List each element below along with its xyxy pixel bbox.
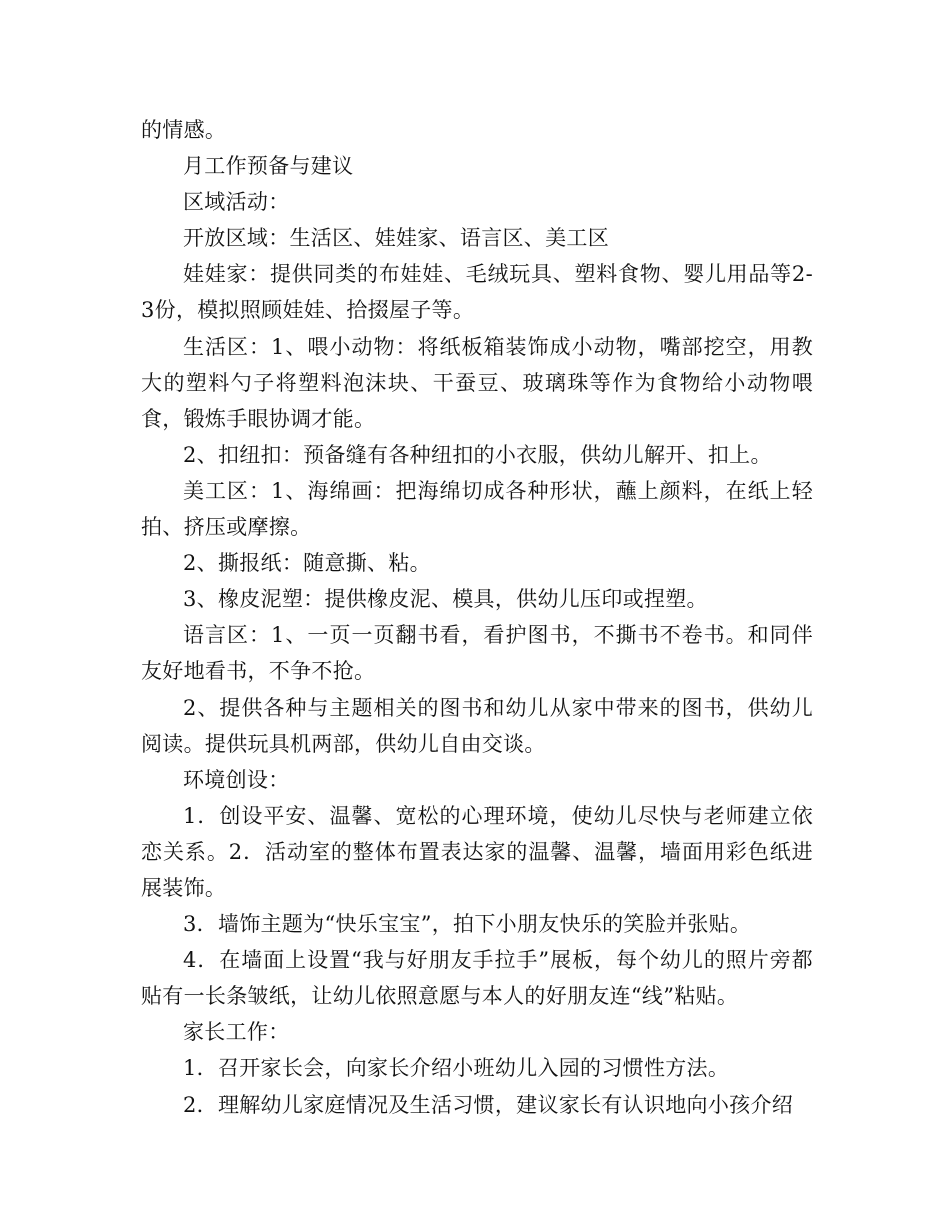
paragraph-life-area-feeding: 生活区：1、喂小动物：将纸板箱装饰成小动物，嘴部挖空，用教大的塑料勺子将塑料泡沫块、干蚕豆、玻璃珠等作为食物给小动物喂食，锻炼手眼协调才能。	[141, 334, 813, 431]
paragraph-environment-4: 4．在墙面上设置“我与好朋友手拉手”展板，每个幼儿的照片旁都贴有一长条皱纸，让幼儿依照意愿与本人的好朋友连“线”粘贴。	[141, 948, 813, 1009]
paragraph-art-area-clay: 3、橡皮泥塑：提供橡皮泥、模具，供幼儿压印或捏塑。	[183, 587, 708, 612]
paragraph-doll-house: 娃娃家：提供同类的布娃娃、毛绒玩具、塑料食物、婴儿用品等2-3份，模拟照顾娃娃、拾掇屋子等。	[141, 262, 813, 323]
document-body	[141, 112, 813, 1123]
paragraph-parent-work-1: 1．召开家长会，向家长介绍小班幼儿入园的习惯性方法。	[183, 1056, 730, 1081]
paragraph-environment-3: 3．墙饰主题为“快乐宝宝”，拍下小朋友快乐的笑脸并张贴。	[183, 912, 752, 937]
paragraph-art-area-tearing: 2、撕报纸：随意撕、粘。	[183, 551, 431, 576]
paragraph-language-area-reading: 语言区：1、一页一页翻书看，看护图书，不撕书不卷书。和同伴友好地看书，不争不抢。	[141, 623, 813, 684]
paragraph-open-areas: 开放区域：生活区、娃娃家、语言区、美工区	[183, 226, 609, 251]
section-heading-area-activities: 区域活动：	[183, 190, 290, 215]
section-heading-environment: 环境创设：	[183, 767, 290, 792]
paragraph-language-area-books: 2、提供各种与主题相关的图书和幼儿从家中带来的图书，供幼儿阅读。提供玩具机两部，供幼儿自由交谈。	[141, 695, 813, 756]
paragraph-life-area-buttons: 2、扣纽扣：预备缝有各种纽扣的小衣服，供幼儿解开、扣上。	[183, 442, 772, 467]
paragraph-environment-1-2: 1．创设平安、温馨、宽松的心理环境，使幼儿尽快与老师建立依恋关系。2．活动室的整体布置表达家的温馨、温馨，墙面用彩色纸进展装饰。	[141, 803, 813, 900]
paragraph-parent-work-2: 2．理解幼儿家庭情况及生活习惯，建议家长有认识地向小孩介绍	[183, 1092, 794, 1117]
paragraph-art-area-sponge: 美工区：1、海绵画：把海绵切成各种形状，蘸上颜料，在纸上轻拍、挤压或摩擦。	[141, 478, 813, 540]
section-heading-monthly-preparation: 月工作预备与建议	[183, 154, 354, 179]
paragraph-continuation: 的情感。	[141, 118, 227, 142]
section-heading-parent-work: 家长工作：	[183, 1020, 290, 1045]
